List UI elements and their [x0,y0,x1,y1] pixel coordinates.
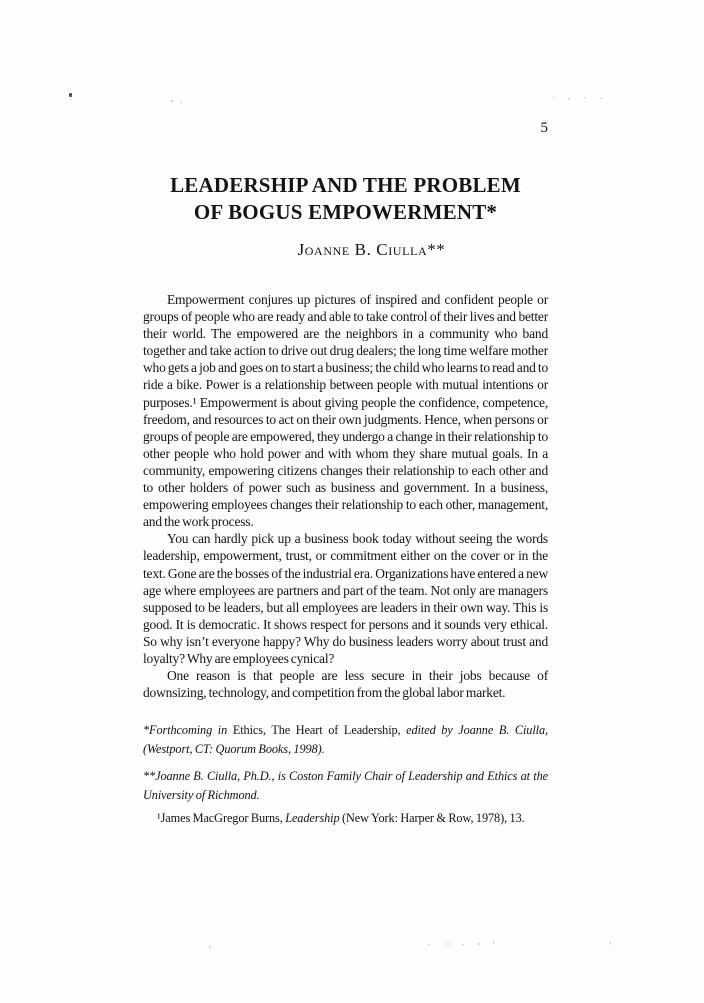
scan-speck [568,98,570,100]
footnote-author-bio: **Joanne B. Ciulla, Ph.D., is Coston Family Chair of Leadership and Ethics at the University of Richmond. [143,769,548,802]
page-number: 5 [540,120,548,136]
scan-speck [209,946,211,948]
footnote-citation-1: ¹James MacGregor Burns, Leadership (New York: Harper & Row, 1978), 13. [157,811,525,826]
author-byline: Joanne B. Ciulla** [297,240,446,259]
scan-speck [584,97,586,98]
scan-speck [553,97,555,98]
footnote-forthcoming: *Forthcoming in Ethics, The Heart of Leadership, edited by Joanne B. Ciulla, (Westport, CT: Quorum Books, 1998). [143,723,548,756]
article-body [143,291,548,828]
footnotes-section [143,721,548,828]
body-paragraph-1: Empowerment conjures up pictures of inspired and confident people or groups of people who are ready and able to take control of their lives and better their world. The empowered are the neighbors in a community who band together and take action to drive out drug dealers; the long time welfare mother who gets a job and goes on to start a business; the child who learns to read and to ride a bike. Power is a relationship between people with mutual intentions or purposes.¹ Empowerment is about giving people the confidence, competence, freedom, and resources to act on their own judgments. Hence, when persons or groups of people are empowered, they undergo a change in their relationship to other people who hold power and with whom they share mutual goals. In a community, empowering citizens changes their relationship to each other and to other holders of power such as business and government. In a business, empowering employees changes their relationship to each other, management, and the work process. [143,292,548,530]
title-line-2: OF BOGUS EMPOWERMENT* [193,200,498,224]
body-paragraph-3: One reason is that people are less secure in their jobs because of downsizing, technology, and competition from the global labor market. [143,668,548,701]
scan-speck [462,944,464,945]
article-title [143,172,548,226]
title-line-1: LEADERSHIP AND THE PROBLEM [170,173,521,197]
scan-speck [447,943,449,945]
scan-speck [171,100,173,102]
scan-speck [600,98,602,99]
scan-speck [478,943,480,945]
scan-speck [493,941,494,944]
body-paragraph-2: You can hardly pick up a business book today without seeing the words leadership, empowerment, trust, or commitment either on the cover or in the text. Gone are the bosses of the industrial era. Organizations have entered a new age where employees are partners and part of the team. Not only are managers supposed to be leaders, but all employees are leaders in their own way. This is good. It is democratic. It shows respect for persons and it sounds very ethical. So why isn’t everyone happy? Why do business leaders worry about trust and loyalty? Why are employees cynical? [143,531,548,666]
scan-speck [180,102,182,103]
scan-speck [69,93,72,97]
scan-speck [610,942,611,945]
scan-speck [428,944,430,945]
